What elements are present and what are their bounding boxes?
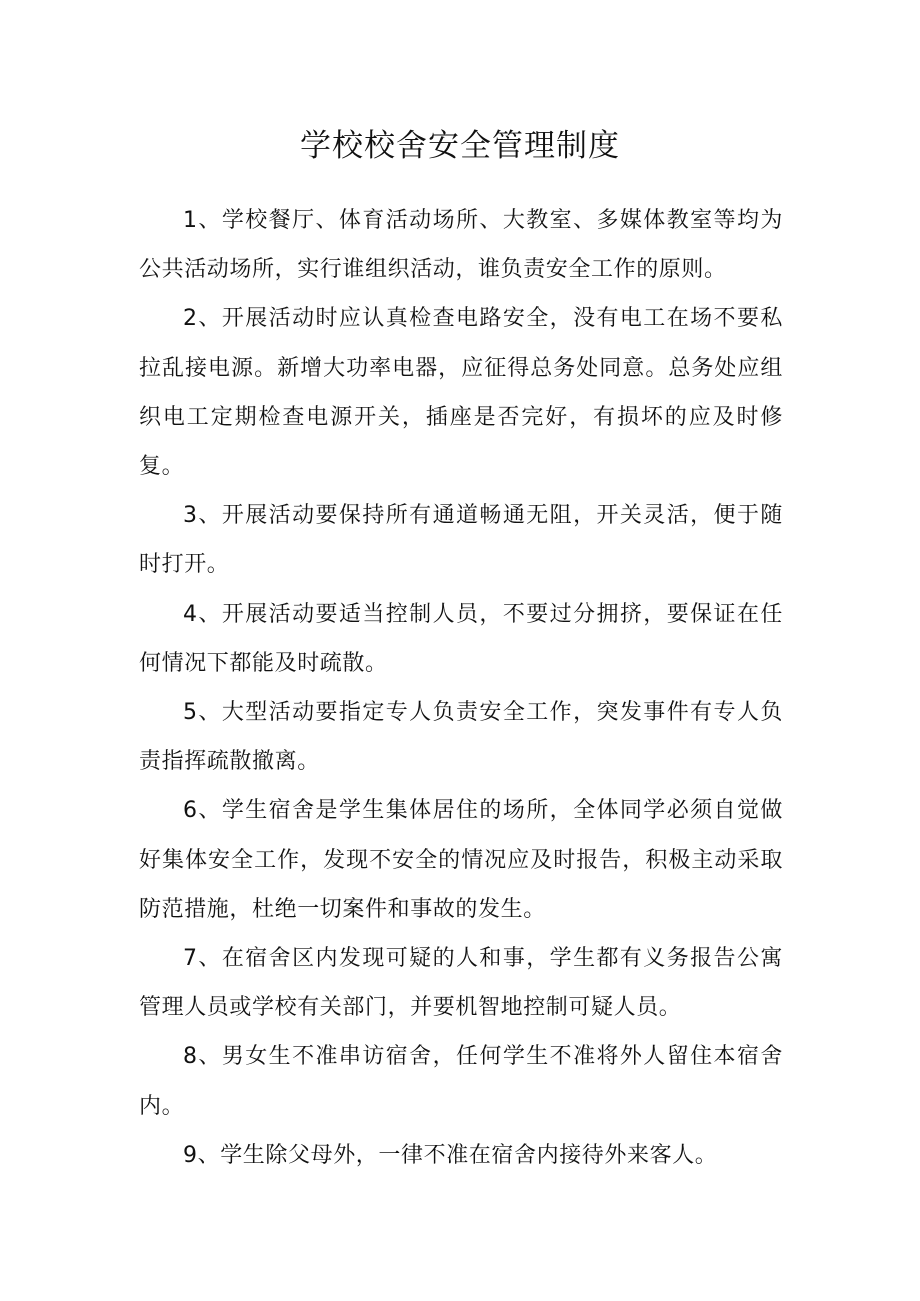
document-title: 学校校舍安全管理制度 [300, 128, 620, 164]
rule-paragraph-7: 7、在宿舍区内发现可疑的人和事，学生都有义务报告公寓管理人员或学校有关部门，并要机智地控制可疑人员。 [139, 946, 783, 1021]
rule-paragraph-3: 3、开展活动要保持所有通道畅通无阻，开关灵活，便于随时打开。 [139, 503, 783, 578]
rule-paragraph-9: 9、学生除父母外，一律不准在宿舍内接待外来客人。 [183, 1142, 718, 1168]
rule-paragraph-1: 1、学校餐厅、体育活动场所、大教室、多媒体教室等均为公共活动场所，实行谁组织活动，谁负责安全工作的原则。 [139, 208, 783, 283]
rule-paragraph-4: 4、开展活动要适当控制人员，不要过分拥挤，要保证在任何情况下都能及时疏散。 [139, 601, 783, 676]
rule-paragraph-8: 8、男女生不准串访宿舍，任何学生不准将外人留住本宿舍内。 [139, 1044, 783, 1119]
rule-paragraph-6: 6、学生宿舍是学生集体居住的场所，全体同学必须自觉做好集体安全工作，发现不安全的情况应及时报告，积极主动采取防范措施，杜绝一切案件和事故的发生。 [139, 798, 783, 922]
rule-paragraph-5: 5、大型活动要指定专人负责安全工作，突发事件有专人负责指挥疏散撤离。 [139, 700, 783, 775]
rule-paragraph-2: 2、开展活动时应认真检查电路安全，没有电工在场不要私拉乱接电源。新增大功率电器，应征得总务处同意。总务处应组织电工定期检查电源开关，插座是否完好，有损坏的应及时修复。 [139, 306, 783, 480]
document-body [139, 196, 783, 1180]
